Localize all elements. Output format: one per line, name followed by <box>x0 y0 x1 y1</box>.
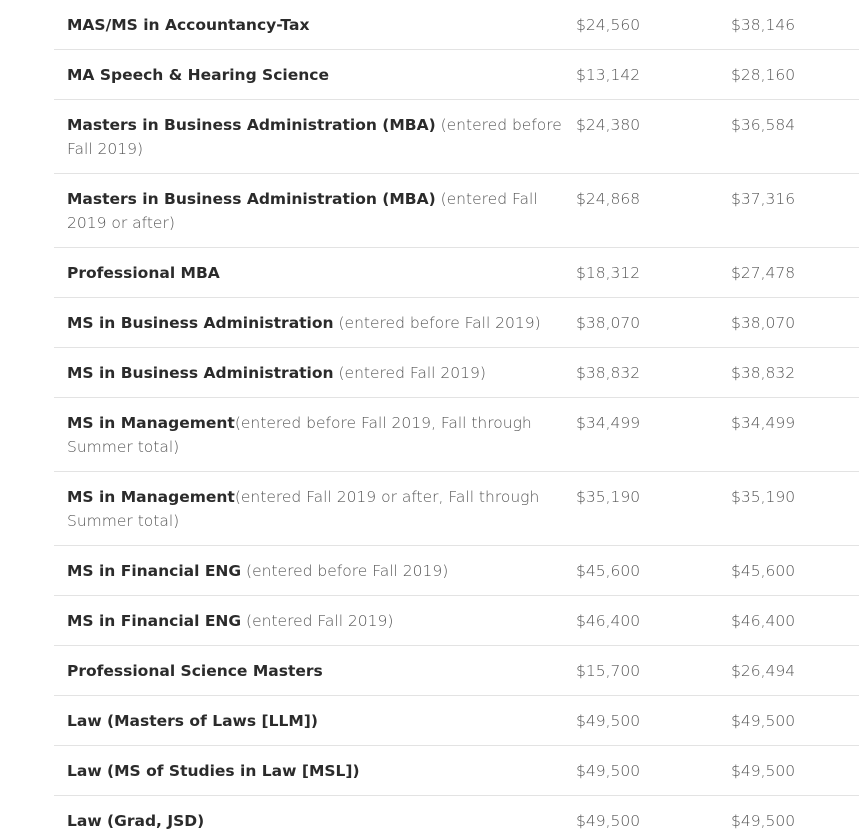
program-note: (entered Fall 2019 or after, Fall through Summer total) <box>67 488 540 530</box>
table-row <box>54 546 859 596</box>
program-cell <box>54 596 576 646</box>
program-name: Professional Science Masters <box>67 662 323 680</box>
table-row <box>54 298 859 348</box>
program-note: (entered Fall 2019 or after) <box>67 190 538 232</box>
resident-tuition-cell: $34,499 <box>576 414 641 432</box>
nonresident-tuition-cell: $36,584 <box>731 116 796 134</box>
program-name: Masters in Business Administration (MBA) <box>67 116 436 134</box>
nonresident-tuition-cell: $46,400 <box>731 612 796 630</box>
nonresident-tuition-cell: $49,500 <box>731 812 796 830</box>
program-name: MS in Management <box>67 488 235 506</box>
program-cell <box>54 646 576 696</box>
resident-tuition-cell: $49,500 <box>576 762 641 780</box>
program-note: (entered before Fall 2019) <box>241 562 449 580</box>
nonresident-tuition-cell: $34,499 <box>731 414 796 432</box>
resident-tuition-cell: $24,380 <box>576 116 641 134</box>
program-cell <box>54 0 576 50</box>
nonresident-tuition-cell: $28,160 <box>731 66 796 84</box>
tuition-table <box>54 0 859 837</box>
nonresident-tuition-cell: $49,500 <box>731 762 796 780</box>
program-note: (entered Fall 2019) <box>333 364 486 382</box>
resident-tuition-cell: $38,832 <box>576 364 641 382</box>
program-name: MS in Business Administration <box>67 314 334 332</box>
resident-tuition-cell: $49,500 <box>576 812 641 830</box>
nonresident-tuition-cell: $38,832 <box>731 364 796 382</box>
program-cell <box>54 248 576 298</box>
program-cell <box>54 50 576 100</box>
table-row <box>54 472 859 546</box>
program-name: Professional MBA <box>67 264 220 282</box>
program-name: MA Speech & Hearing Science <box>67 66 329 84</box>
program-cell <box>54 546 576 596</box>
resident-tuition-cell: $18,312 <box>576 264 641 282</box>
nonresident-tuition-cell: $38,070 <box>731 314 796 332</box>
program-cell <box>54 174 576 248</box>
program-cell <box>54 696 576 746</box>
nonresident-tuition-cell: $37,316 <box>731 190 796 208</box>
program-name: Masters in Business Administration (MBA) <box>67 190 436 208</box>
nonresident-tuition-cell: $38,146 <box>731 16 796 34</box>
resident-tuition-cell: $15,700 <box>576 662 641 680</box>
resident-tuition-cell: $24,560 <box>576 16 641 34</box>
nonresident-tuition-cell: $27,478 <box>731 264 796 282</box>
table-row <box>54 100 859 174</box>
program-cell <box>54 746 576 796</box>
program-name: Law (MS of Studies in Law [MSL]) <box>67 762 360 780</box>
program-cell <box>54 472 576 546</box>
nonresident-tuition-cell: $45,600 <box>731 562 796 580</box>
program-name: MS in Business Administration <box>67 364 334 382</box>
nonresident-tuition-cell: $49,500 <box>731 712 796 730</box>
resident-tuition-cell: $45,600 <box>576 562 641 580</box>
program-cell <box>54 398 576 472</box>
resident-tuition-cell: $38,070 <box>576 314 641 332</box>
table-row <box>54 796 859 837</box>
program-note: (entered before Fall 2019) <box>333 314 541 332</box>
nonresident-tuition-cell: $35,190 <box>731 488 796 506</box>
resident-tuition-cell: $49,500 <box>576 712 641 730</box>
program-name: MS in Financial ENG <box>67 562 242 580</box>
program-cell <box>54 796 576 837</box>
program-cell <box>54 348 576 398</box>
tuition-table-body <box>54 0 859 837</box>
table-row <box>54 248 859 298</box>
resident-tuition-cell: $24,868 <box>576 190 641 208</box>
program-cell <box>54 298 576 348</box>
program-note: (entered before Fall 2019, Fall through Summer total) <box>67 414 532 456</box>
table-row <box>54 50 859 100</box>
program-cell <box>54 100 576 174</box>
nonresident-tuition-cell: $26,494 <box>731 662 796 680</box>
program-note: (entered before Fall 2019) <box>67 116 562 158</box>
resident-tuition-cell: $13,142 <box>576 66 641 84</box>
program-note: (entered Fall 2019) <box>241 612 394 630</box>
program-name: Law (Masters of Laws [LLM]) <box>67 712 318 730</box>
table-row <box>54 174 859 248</box>
resident-tuition-cell: $35,190 <box>576 488 641 506</box>
table-row <box>54 0 859 50</box>
table-row <box>54 696 859 746</box>
table-row <box>54 746 859 796</box>
table-row <box>54 398 859 472</box>
table-row <box>54 348 859 398</box>
resident-tuition-cell: $46,400 <box>576 612 641 630</box>
table-row <box>54 646 859 696</box>
program-name: Law (Grad, JSD) <box>67 812 205 830</box>
program-name: MAS/MS in Accountancy-Tax <box>67 16 310 34</box>
program-name: MS in Management <box>67 414 235 432</box>
program-name: MS in Financial ENG <box>67 612 242 630</box>
table-row <box>54 596 859 646</box>
